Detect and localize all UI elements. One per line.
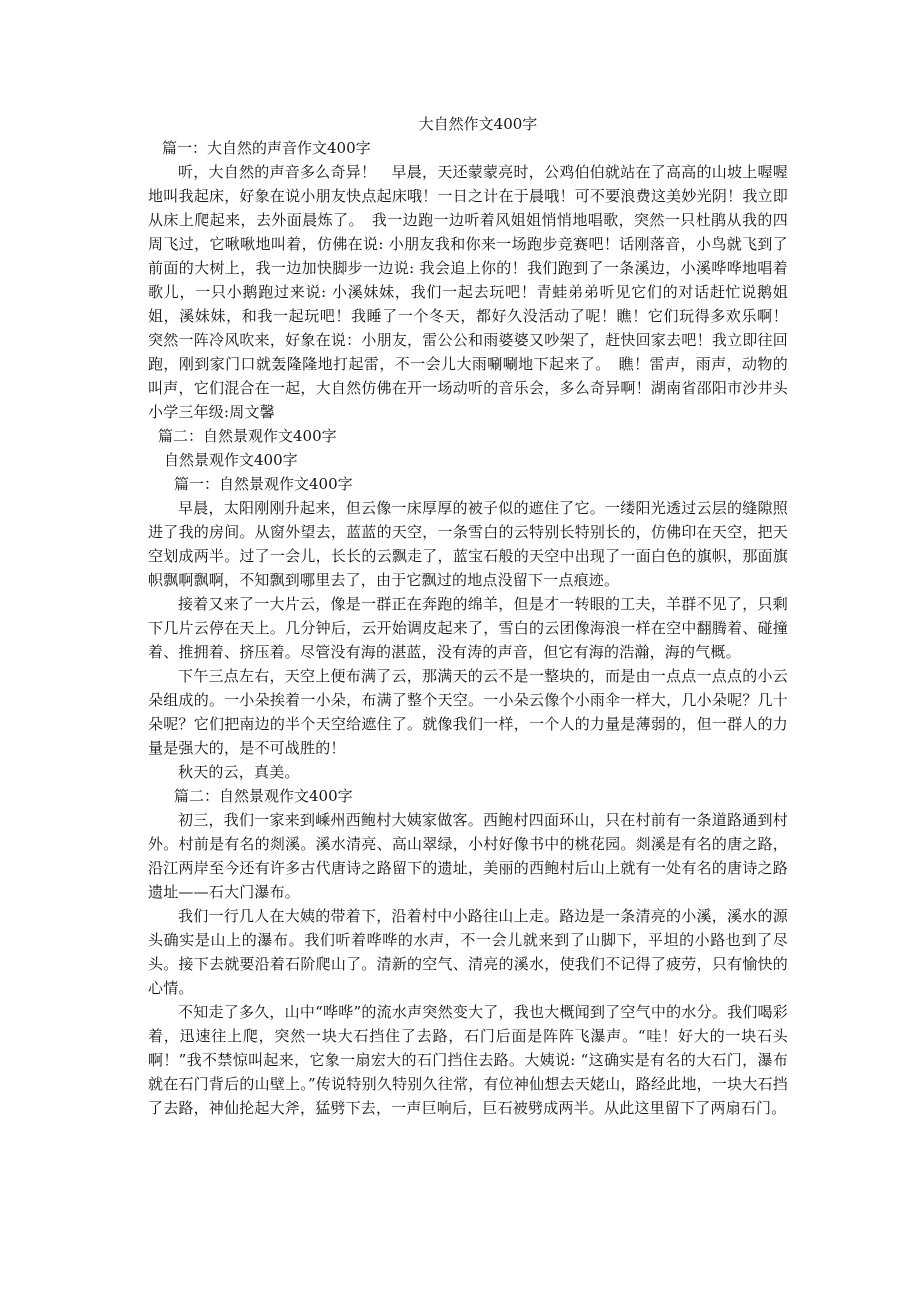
subsection-1-paragraph-1: 早晨，太阳刚刚升起来，但云像一床厚厚的被子似的遮住了它。一缕阳光透过云层的缝隙照进了我的房间。从窗外望去，蓝蓝的天空，一条雪白的云特别长特别长的，仿佛印在天空，把天空划成两半。过了一会儿，长长的云飘走了，蓝宝石般的天空中出现了一面白色的旗帜，那面旗帜飘啊飘啊，不知飘到哪里去了，由于它飘过的地点没留下一点痕迹。	[148, 499, 788, 589]
subsection-1-paragraph-2: 接着又来了一大片云，像是一群正在奔跑的绵羊，但是才一转眼的工夫，羊群不见了，只剩下几片云停在天上。几分钟后，云开始调皮起来了，雪白的云团像海浪一样在空中翻腾着、碰撞着、推拥着、挤压着。尽管没有海的湛蓝，没有涛的声音，但它有海的浩瀚，海的气概。	[148, 595, 788, 661]
subsection-2-paragraph-1: 初三，我们一家来到嵊州西鲍村大姨家做客。西鲍村四面环山，只在村前有一条道路通到村外。村前是有名的剡溪。溪水清亮、高山翠绿，小村好像书中的桃花园。剡溪是有名的唐之路，沿江两岸至今还有许多古代唐诗之路留下的遗址，美丽的西鲍村后山上就有一处有名的唐诗之路遗址——石大门瀑布。	[148, 811, 788, 901]
subsection-2-heading: 篇二：自然景观作文400字	[174, 787, 353, 805]
subsection-1-paragraph-4: 秋天的云，真美。	[178, 763, 300, 781]
document-page	[148, 112, 804, 1120]
subsection-2-paragraph-2: 我们一行几人在大姨的带着下，沿着村中小路往山上走。路边是一条清亮的小溪，溪水的源头确实是山上的瀑布。我们听着哗哗的水声，不一会儿就来到了山脚下，平坦的小路也到了尽头。接下去就要沿着石阶爬山了。清新的空气、清亮的溪水，使我们不记得了疲劳，只有愉快的心情。	[148, 907, 788, 997]
subsection-2-paragraph-3: 不知走了多久，山中“哗哗”的流水声突然变大了，我也大概闻到了空气中的水分。我们喝彩着，迅速往上爬，突然一块大石挡住了去路，石门后面是阵阵飞瀑声。“哇！好大的一块石头啊！”我不禁惊叫起来，它象一扇宏大的石门挡住去路。大姨说: “这确实是有名的大石门，瀑布就在石门背后的山壁上。”传说特别久特别久往常，有位神仙想去天姥山，路经此地，一块大石挡了去路，神仙抡起大斧，猛劈下去，一声巨响后，巨石被劈成两半。从此这里留下了两扇石门。	[148, 1003, 788, 1117]
section-2-heading: 篇二：自然景观作文400字	[158, 427, 337, 445]
section-1-paragraph: 听，大自然的声音多么奇异！ 早晨，天还蒙蒙亮时，公鸡伯伯就站在了高高的山坡上喔喔地叫我起床，好象在说小朋友快点起床哦！一日之计在于晨哦！可不要浪费这美妙光阴！我立即从床上爬起来，去外面晨炼了。 我一边跑一边听着风姐姐悄悄地唱歌，突然一只杜鹃从我的四周飞过，它啾啾地叫着，仿佛在说: 小朋友我和你来一场跑步竞赛吧！话刚落音，小鸟就飞到了前面的大树上，我一边加快脚步一边说: 我会追上你的！我们跑到了一条溪边，小溪哗哗地唱着歌儿，一只小鹅跑过来说: 小溪妹妹，我们一起去玩吧！青蛙弟弟听见它们的对话赶忙说鹅姐姐，溪妹妹，和我一起玩吧！我睡了一个冬天，都好久没活动了呢！瞧！它们玩得多欢乐啊！ 突然一阵冷风吹来，好象在说：小朋友，雷公公和雨婆婆又吵架了，赶快回家去吧！我立即往回跑，刚到家门口就轰隆隆地打起雷，不一会儿大雨唰唰地下起来了。 瞧！雷声，雨声，动物的叫声，它们混合在一起，大自然仿佛在开一场动听的音乐会，多么奇异啊！湖南省邵阳市沙井头小学三年级:周文馨	[148, 163, 804, 421]
subsection-1-heading: 篇一：自然景观作文400字	[174, 475, 353, 493]
document-title: 大自然作文400字	[418, 115, 538, 133]
section-2-subheading: 自然景观作文400字	[164, 451, 298, 469]
section-1-heading: 篇一：大自然的声音作文400字	[162, 139, 371, 157]
subsection-1-paragraph-3: 下午三点左右，天空上便布满了云，那满天的云不是一整块的，而是由一点点一点点的小云朵组成的。一小朵挨着一小朵，布满了整个天空。一小朵云像个小雨伞一样大，几小朵呢？几十朵呢？它们把南边的半个天空给遮住了。就像我们一样，一个人的力量是薄弱的，但一群人的力量是强大的，是不可战胜的！	[148, 667, 788, 757]
